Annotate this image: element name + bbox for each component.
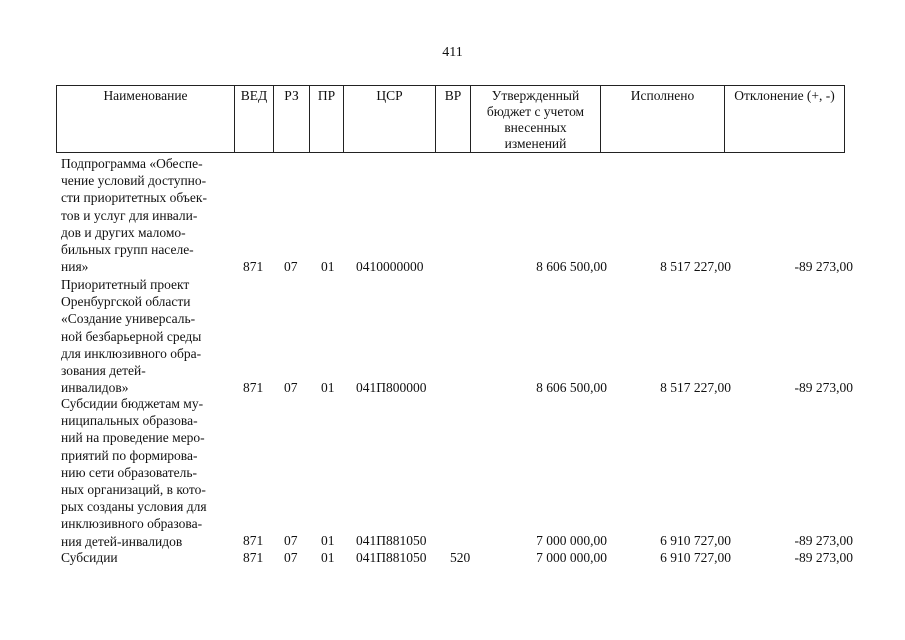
row-name: Субсидии [61,550,118,565]
row-budget: 7 000 000,00 [536,550,607,565]
row-csr: 041П800000 [356,380,427,395]
row-ved: 871 [243,380,264,395]
row-ved: 871 [243,259,264,274]
row-csr: 041П881050 [356,550,427,565]
row-csr: 041П881050 [356,533,427,548]
header-rz: РЗ [274,86,310,153]
row-ved: 871 [243,533,264,548]
row-name: Приоритетный проект Оренбургской области «Создание универсаль- ной безбарьерной среды для инклюзивного обра- зования детей- инвалидов» [61,277,202,396]
row-deviation: -89 273,00 [794,380,853,395]
table-header [56,85,845,153]
row-executed: 6 910 727,00 [660,533,731,548]
row-budget: 7 000 000,00 [536,533,607,548]
row-pr: 01 [321,259,335,274]
row-executed: 6 910 727,00 [660,550,731,565]
header-ved: ВЕД [235,86,274,153]
row-vr: 520 [450,550,471,565]
header-name: Наименование [57,86,235,153]
row-rz: 07 [284,259,298,274]
row-pr: 01 [321,380,335,395]
row-pr: 01 [321,550,335,565]
row-budget: 8 606 500,00 [536,380,607,395]
row-rz: 07 [284,550,298,565]
header-budget: Утвержденный бюджет с учетом внесенных изменений [471,86,601,153]
row-deviation: -89 273,00 [794,259,853,274]
row-name: Подпрограмма «Обеспе- чение условий доступно- сти приоритетных объек- тов и услуг для инвали- дов и других маломо- бильных групп населе- ния» [61,156,207,275]
header-csr: ЦСР [344,86,436,153]
header-pr: ПР [310,86,344,153]
row-rz: 07 [284,533,298,548]
page-number: 411 [442,45,463,60]
row-rz: 07 [284,380,298,395]
header-executed: Исполнено [601,86,725,153]
row-pr: 01 [321,533,335,548]
row-executed: 8 517 227,00 [660,259,731,274]
header-deviation: Отклонение (+, -) [725,86,845,153]
row-executed: 8 517 227,00 [660,380,731,395]
row-deviation: -89 273,00 [794,533,853,548]
row-csr: 0410000000 [356,259,424,274]
row-deviation: -89 273,00 [794,550,853,565]
header-vr: ВР [436,86,471,153]
row-name: Субсидии бюджетам му- ниципальных образова- ний на проведение меро- приятий по формирова- нию сети образователь- ных организаций, в кото- рых созданы условия для инклюзивного образова- ния детей-инвалидов [61,396,207,549]
row-budget: 8 606 500,00 [536,259,607,274]
row-ved: 871 [243,550,264,565]
